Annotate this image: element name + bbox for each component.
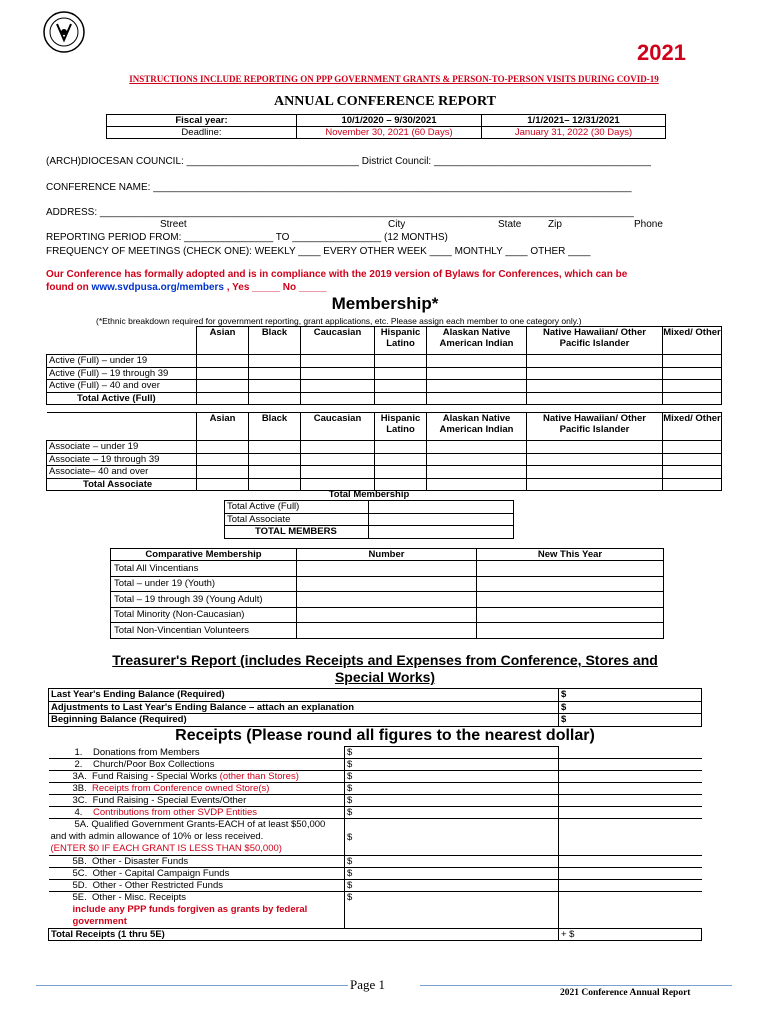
treasurer-table — [48, 688, 702, 727]
conference-name-field[interactable]: CONFERENCE NAME: ______________________________________________________________________________________ — [46, 182, 632, 193]
fiscal-year-col1: 10/1/2020 – 9/30/2021 — [297, 115, 482, 127]
table-row: Total Active (Full) — [47, 392, 722, 405]
active-membership-table: Asian Black Caucasian Hispanic Latino Alaskan Native American Indian Native Hawaiian/ Other Pacific Islander Mixed/ Other Active (Full) – under 19 Active (Full) – 19 through 39 Active (Full) – 40 and over Total Active (Full) — [46, 326, 722, 405]
table-row: Total Non-Vincentian Volunteers — [111, 623, 664, 639]
table-row: 3C. Fund Raising - Special Events/Other $ — [49, 795, 702, 807]
table-row: 2. Church/Poor Box Collections $ — [49, 759, 702, 771]
membership-heading: Membership* — [331, 294, 439, 313]
table-row: Active (Full) – 19 through 39 — [47, 367, 722, 380]
bylaws-link[interactable]: www.svdpusa.org/members — [91, 282, 224, 293]
table-row: 3A. Fund Raising - Special Works (other than Stores) $ — [49, 771, 702, 783]
address-zip-label: Zip — [548, 219, 562, 230]
treasurer-heading: Treasurer's Report (includes Receipts and Expenses from Conference, Stores and Special Works) — [112, 652, 658, 685]
table-row: TOTAL MEMBERS — [225, 526, 514, 539]
deadline-label: Deadline: — [107, 127, 297, 139]
footer-title: 2021 Conference Annual Report — [560, 988, 691, 998]
council-field[interactable]: (ARCH)DIOCESAN COUNCIL: _______________________________ District Council: _______________________________________ — [46, 156, 651, 167]
table-row: Active (Full) – 40 and over — [47, 380, 722, 393]
meeting-frequency-field[interactable]: FREQUENCY OF MEETINGS (CHECK ONE): WEEKLY ____ EVERY OTHER WEEK ____ MONTHLY ____ OTHER ____ — [46, 246, 591, 257]
table-row: Associate– 40 and over — [47, 466, 722, 479]
table-row: Total Active (Full) — [225, 501, 514, 514]
report-year: 2021 — [637, 40, 686, 65]
fiscal-year-label: Fiscal year: — [107, 115, 297, 127]
membership-note: (*Ethnic breakdown required for government reporting, grant applications, etc. Please assign each member to one category only.) — [96, 316, 582, 326]
page-title: ANNUAL CONFERENCE REPORT — [274, 94, 496, 109]
comparative-membership-table: Comparative Membership Number New This Year Total All Vincentians Total – under 19 (Youth) Total – 19 through 39 (Young Adult) Total Minority (Non-Caucasian) Total Non-Vincentian Volunteers — [110, 548, 664, 639]
table-row: 5D. Other - Other Restricted Funds $ — [49, 880, 702, 892]
total-membership-table: Total Membership Total Active (Full) Total Associate TOTAL MEMBERS — [224, 488, 514, 539]
deadline-col1: November 30, 2021 (60 Days) — [297, 127, 482, 139]
table-row: Beginning Balance (Required) $ — [49, 714, 702, 727]
table-row: Total Minority (Non-Caucasian) — [111, 607, 664, 623]
table-row: 5E. Other - Misc. Receipts include any PPP funds forgiven as grants by federal government $ — [49, 892, 702, 929]
table-row: 5A. Qualified Government Grants-EACH of at least $50,000 and with admin allowance of 10% or less received. (ENTER $0 IF EACH GRANT IS LESS THAN $50,000) $ — [49, 819, 702, 856]
table-row: Total Associate — [47, 478, 722, 491]
table-row: Total – 19 through 39 (Young Adult) — [111, 592, 664, 608]
bylaws-line1: Our Conference has formally adopted and is in compliance with the 2019 version of Bylaws for Conferences, which can be — [46, 269, 628, 280]
table-row: Total – under 19 (Youth) — [111, 576, 664, 592]
receipts-table — [48, 746, 702, 941]
address-street-label: Street — [160, 219, 187, 230]
fiscal-year-col2: 1/1/2021– 12/31/2021 — [482, 115, 666, 127]
page-number: Page 1 — [350, 977, 386, 992]
table-row: Associate – 19 through 39 — [47, 453, 722, 466]
footer-divider-right — [420, 985, 732, 986]
table-row: Active (Full) – under 19 — [47, 355, 722, 368]
address-field[interactable]: ADDRESS: ________________________________________________________________________________________________ — [46, 207, 634, 218]
table-row: 4. Contributions from other SVDP Entities $ — [49, 807, 702, 819]
table-row: Adjustments to Last Year's Ending Balance – attach an explanation $ — [49, 701, 702, 714]
receipts-heading: Receipts (Please round all figures to the nearest dollar) — [175, 727, 595, 744]
table-row: Total Receipts (1 thru 5E) + $ — [49, 929, 702, 941]
table-row: Last Year's Ending Balance (Required) $ — [49, 689, 702, 702]
table-row: Total All Vincentians — [111, 561, 664, 577]
table-row: Associate – under 19 — [47, 441, 722, 454]
table-row: 1. Donations from Members $ — [49, 747, 702, 759]
bylaws-line2: found on www.svdpusa.org/members , Yes _____ No _____ — [46, 282, 327, 293]
table-row: 5C. Other - Capital Campaign Funds $ — [49, 868, 702, 880]
table-row: 3B. Receipts from Conference owned Store(s) $ — [49, 783, 702, 795]
table-row: Total Associate — [225, 513, 514, 526]
footer-divider-left — [36, 985, 348, 986]
address-phone-label: Phone — [634, 219, 663, 230]
deadline-col2: January 31, 2022 (30 Days) — [482, 127, 666, 139]
associate-membership-table: Asian Black Caucasian Hispanic Latino Alaskan Native American Indian Native Hawaiian/ Other Pacific Islander Mixed/ Other Associate – under 19 Associate – 19 through 39 Associate– 40 and over Total Associate — [46, 412, 722, 491]
address-city-label: City — [388, 219, 406, 230]
fiscal-year-table — [106, 114, 666, 139]
table-row: 5B. Other - Disaster Funds $ — [49, 856, 702, 868]
address-state-label: State — [498, 219, 522, 230]
svdp-logo — [42, 10, 86, 54]
instructions-banner: INSTRUCTIONS INCLUDE REPORTING ON PPP GOVERNMENT GRANTS & PERSON-TO-PERSON VISITS DURING COVID-19 — [129, 74, 659, 84]
reporting-period-field[interactable]: REPORTING PERIOD FROM: ________________ TO ________________ (12 MONTHS) — [46, 232, 448, 243]
